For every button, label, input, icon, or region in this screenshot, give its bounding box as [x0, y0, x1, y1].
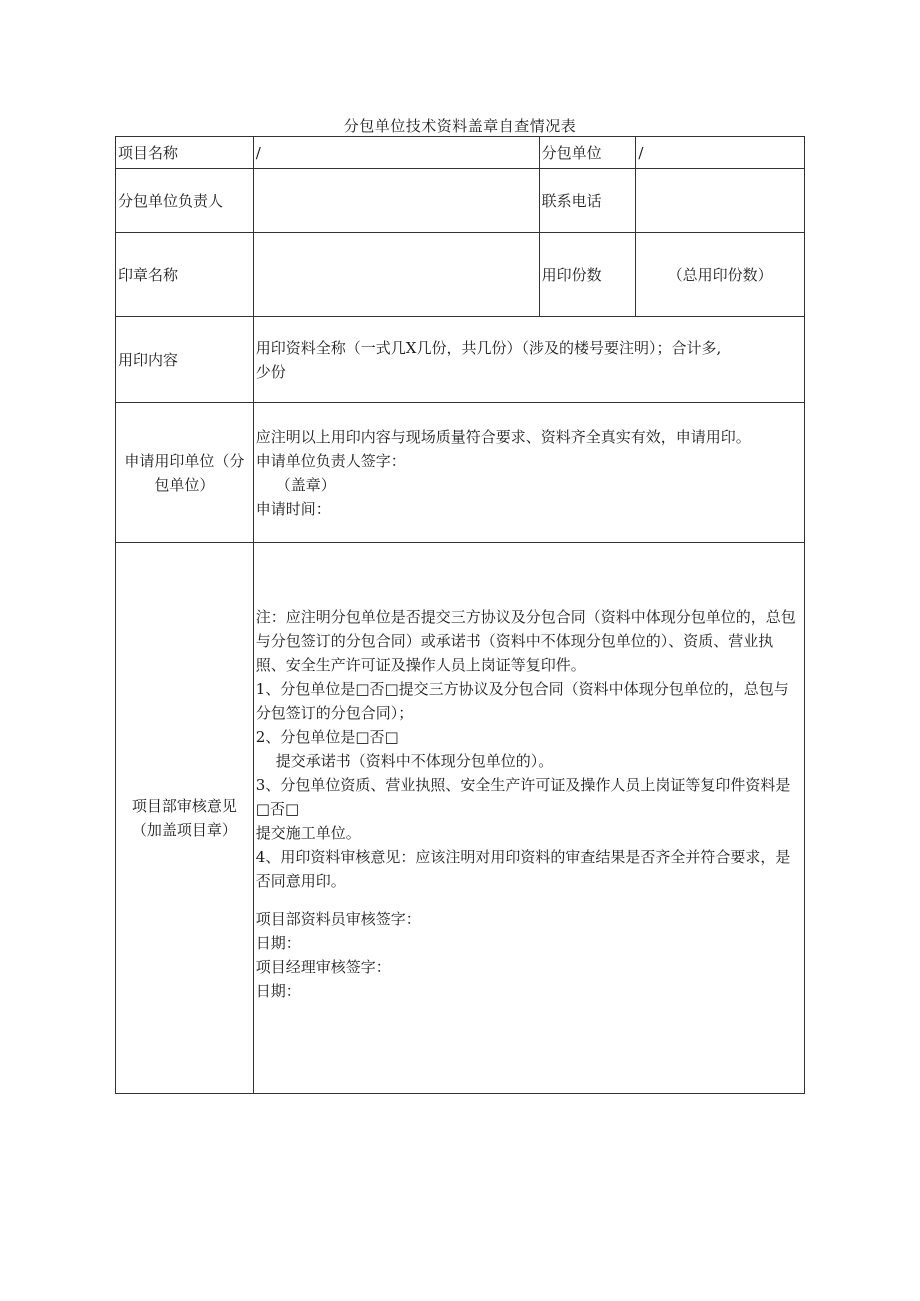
table-row: [116, 233, 805, 317]
review-label: 项目部审核意见（加盖项目章）: [116, 543, 254, 1094]
content-field[interactable]: [253, 317, 804, 403]
review-item-4: 4、用印资料审核意见：应该注明对用印资料的审查结果是否齐全并符合要求，是否同意用印。: [255, 848, 791, 890]
applicant-label: 申请用印单位（分包单位）: [116, 403, 254, 543]
content-line: 少份: [255, 362, 286, 381]
applicant-time-label: 申请时间：: [255, 499, 331, 518]
sub-leader-label: 分包单位负责人: [116, 169, 254, 233]
clerk-date-label: 日期：: [255, 934, 301, 952]
review-field[interactable]: [253, 543, 804, 1094]
seal-name-label: 印章名称: [116, 233, 254, 317]
manager-sign-label: 项目经理审核签字：: [255, 958, 391, 976]
applicant-seal-label: （盖章）: [275, 475, 336, 494]
seal-count-field[interactable]: （总用印份数）: [636, 233, 805, 317]
applicant-sign-label: 申请单位负责人签字：: [255, 451, 406, 470]
clerk-sign-label: 项目部资料员审核签字：: [255, 910, 421, 928]
content-label: 用印内容: [116, 317, 254, 403]
content-line: 用印资料全称（一式几X几份，共几份）（涉及的楼号要注明）；合计多,: [255, 338, 722, 357]
page-title: 分包单位技术资料盖章自查情况表: [343, 117, 577, 135]
table-row: [116, 543, 805, 1094]
stamp-form-table: [115, 136, 805, 1094]
review-item-3: 3、分包单位资质、营业执照、安全生产许可证及操作人员上岗证等复印件资料是□否□: [255, 776, 791, 818]
seal-name-field[interactable]: [253, 233, 539, 317]
review-note: 注：应注明分包单位是否提交三方协议及分包合同（资料中体现分包单位的，总包与分包签订的分包合同）或承诺书（资料中不体现分包单位的）、资质、营业执照、安全生产许可证及操作人员上岗证等复印件。: [255, 608, 796, 674]
phone-field[interactable]: [636, 169, 805, 233]
table-row: [116, 403, 805, 543]
project-name-label: 项目名称: [116, 137, 254, 169]
table-row: [116, 317, 805, 403]
review-item-3-detail: 提交施工单位。: [255, 824, 361, 842]
applicant-statement: 应注明以上用印内容与现场质量符合要求、资料齐全真实有效，申请用印。: [255, 427, 751, 446]
review-item-1: 1、分包单位是□否□提交三方协议及分包合同（资料中体现分包单位的，总包与分包签订的分包合同）；: [255, 680, 789, 722]
project-name-field[interactable]: /: [253, 137, 539, 169]
table-row: [116, 169, 805, 233]
review-item-2-detail: 提交承诺书（资料中不体现分包单位的）。: [275, 752, 554, 770]
sub-unit-label: 分包单位: [539, 137, 636, 169]
review-item-2: 2、分包单位是□否□: [255, 728, 399, 746]
sub-unit-field[interactable]: /: [636, 137, 805, 169]
applicant-field[interactable]: [253, 403, 804, 543]
table-row: [116, 137, 805, 169]
phone-label: 联系电话: [539, 169, 636, 233]
sub-leader-field[interactable]: [253, 169, 539, 233]
seal-count-label: 用印份数: [539, 233, 636, 317]
manager-date-label: 日期：: [255, 982, 301, 1000]
